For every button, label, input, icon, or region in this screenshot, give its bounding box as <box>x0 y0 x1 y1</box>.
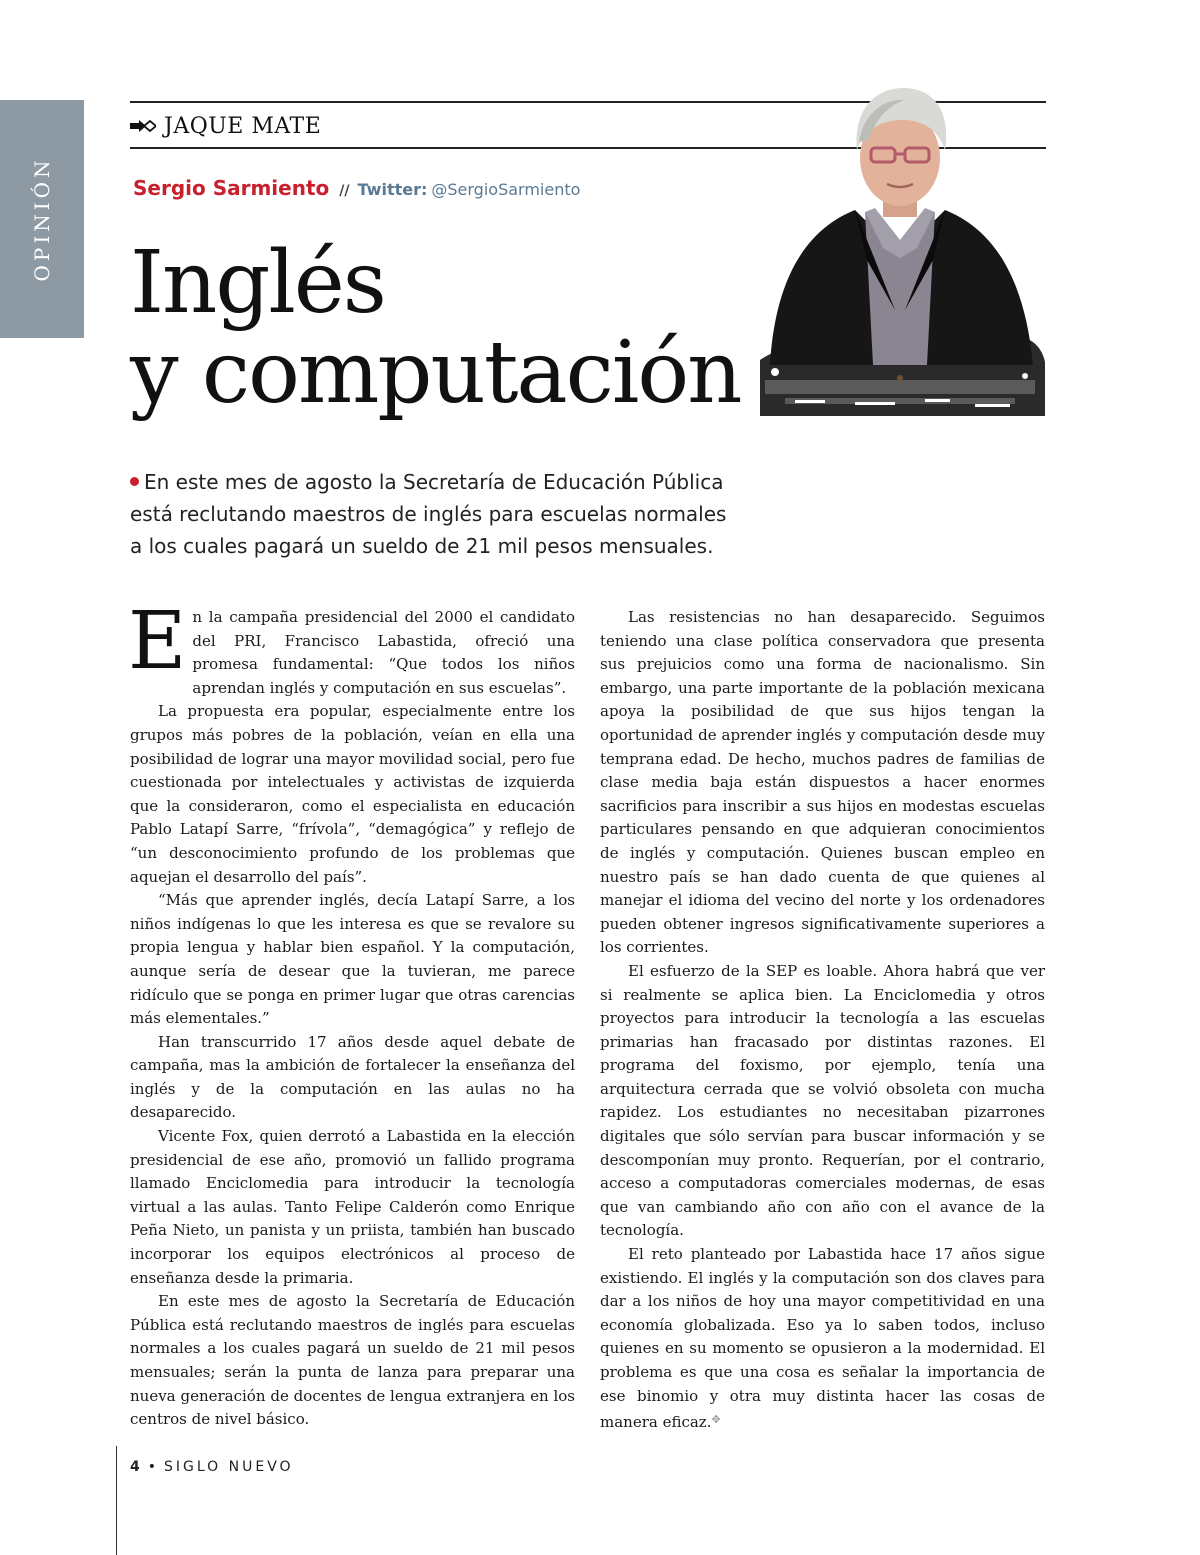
article-lead <box>130 466 740 562</box>
section-tab <box>0 100 84 338</box>
article-paragraph: “Más que aprender inglés, decía Latapí Sarre, a los niños indígenas lo que les interesa es que se revalore su propia lengua y hablar bien español. Y la computación, aunque sería de desear que la tuvieran, me parece ridículo que se ponga en primer lugar que otras carencias más elementales.” <box>130 891 575 1028</box>
page-number: 4 <box>130 1459 140 1475</box>
publication-name: SIGLO NUEVO <box>164 1459 294 1475</box>
end-mark-icon: ✥ <box>711 1413 721 1427</box>
twitter-label: Twitter: <box>357 180 428 199</box>
article-paragraph: Vicente Fox, quien derrotó a Labastida en la elección presidencial de ese año, promovió un fallido programa llamado Enciclomedia para introducir la tecnología virtual a las aulas. Tanto Felipe Calderón como Enrique Peña Nieto, un panista y un priista, también han buscado incorporar los equipos electrónicos al proceso de enseñanza desde la primaria. <box>130 1127 575 1287</box>
article-column-left <box>128 594 575 1432</box>
article-headline <box>130 233 770 423</box>
column-name: JAQUE MATE <box>164 113 322 139</box>
article-paragraph: En este mes de agosto la Secretaría de Educación Pública está reclutando maestros de inglés para escuelas normales a los cuales pagará un sueldo de 21 mil pesos mensuales; serán la punta de lanza para preparar una nueva generación de docentes de lengua extranjera en los centros de nivel básico. <box>130 1292 575 1429</box>
drop-cap: E <box>128 594 187 687</box>
headline-line-1: Inglés <box>130 233 385 333</box>
lead-text: En este mes de agosto la Secretaría de Educación Pública está reclutando maestros de inglés para escuelas normales a los cuales pagará un sueldo de 21 mil pesos mensuales. <box>130 470 727 558</box>
byline <box>133 176 580 200</box>
footer-rule <box>116 1446 117 1555</box>
article-paragraph: Las resistencias no han desaparecido. Seguimos teniendo una clase política conservadora que presenta sus prejuicios como una forma de nacionalismo. Sin embargo, una parte importante de la población mexicana apoya la posibilidad de que sus hijos tengan la oportunidad de aprender inglés y computación desde muy temprana edad. De hecho, muchos padres de familias de clase media baja están dispuestos a hacer enormes sacrificios para inscribir a sus hijos en modestas escuelas particulares pensando en que adquieran conocimientos de inglés y computación. Quienes buscan empleo en nuestro país se han dado cuenta de que quienes al manejar el idioma del vecino del norte y los ordenadores pueden obtener ingresos significativamente superiores a los corrientes. <box>600 608 1045 957</box>
author-portrait <box>755 80 1045 420</box>
article-paragraph: La propuesta era popular, especialmente entre los grupos más pobres de la población, veían en ella una posibilidad de lograr una mayor movilidad social, pero fue cuestionada por intelectuales y activistas de izquierda que la consideraron, como el especialista en educación Pablo Latapí Sarre, “frívola”, “demagógica” y reflejo de “un desconocimiento profundo de los problemas que aquejan el desarrollo del país”. <box>130 702 575 886</box>
twitter-handle: @SergioSarmiento <box>431 180 581 199</box>
lead-bullet <box>130 477 139 486</box>
section-tab-label: OPINIÓN <box>30 156 54 282</box>
article-column-right <box>600 606 1045 1435</box>
page-footer <box>130 1459 294 1475</box>
article-paragraph: El esfuerzo de la SEP es loable. Ahora habrá que ver si realmente se aplica bien. La Enciclomedia y otros proyectos para introducir la tecnología a las escuelas primarias han fracasado por distintas razones. El programa del foxismo, por ejemplo, tenía una arquitectura cerrada que se volvió obsoleta con mucha rapidez. Los estudiantes no necesitaban pizarrones digitales que sólo servían para buscar información y se descomponían muy pronto. Requerían, por el contrario, acceso a computadoras comerciales modernas, de esas que van cambiando año con año con el avance de la tecnología. <box>600 961 1045 1240</box>
article-paragraph: El reto planteado por Labastida hace 17 años sigue existiendo. El inglés y la computación son dos claves para dar a los niños de hoy una mayor competitividad en una economía globalizada. Eso ya lo saben todos, incluso quienes en su momento se opusieron a la modernidad. El problema es que una cosa es señalar la importancia de ese binomio y otra muy distinta hacer las cosas de manera eficaz.✥ <box>600 1245 1045 1432</box>
headline-line-2: y computación <box>130 323 741 423</box>
arrow-bullet-icon <box>130 120 156 132</box>
byline-separator: // <box>339 183 350 199</box>
article-paragraph: Han transcurrido 17 años desde aquel debate de campaña, mas la ambición de fortalecer la enseñanza del inglés y de la computación en las aulas no ha desaparecido. <box>130 1032 575 1122</box>
article-paragraph: En la campaña presidencial del 2000 el candidato del PRI, Francisco Labastida, ofreció una promesa fundamental: “Que todos los niños aprendan inglés y computación en sus escuelas”. <box>128 594 575 697</box>
section-header <box>130 112 321 140</box>
footer-separator: • <box>147 1459 157 1475</box>
author-name: Sergio Sarmiento <box>133 176 330 200</box>
